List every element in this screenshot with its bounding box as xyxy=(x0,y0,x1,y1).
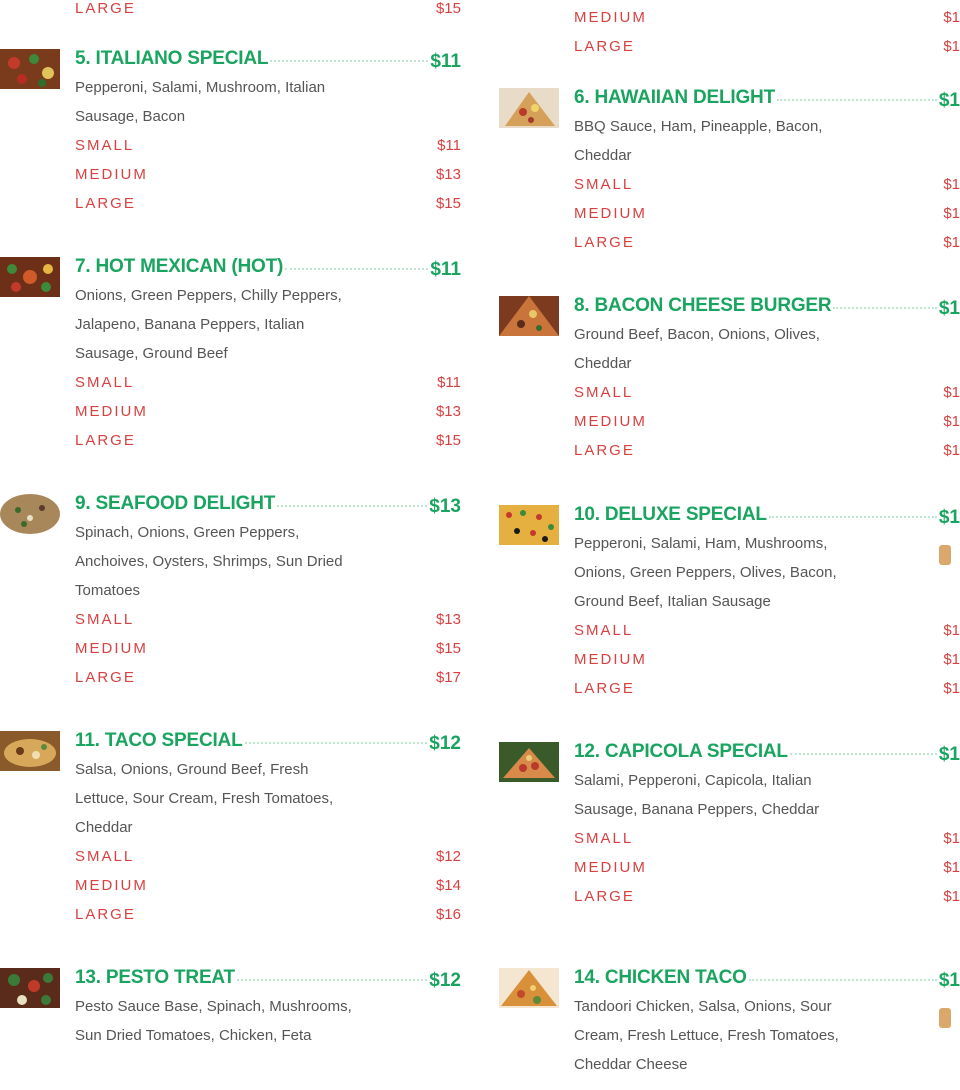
size-row xyxy=(574,645,960,674)
size-label: LARGE xyxy=(574,234,635,251)
size-label: LARGE xyxy=(75,432,136,449)
item-title-row xyxy=(574,960,960,990)
dotted-leader xyxy=(769,516,937,518)
dotted-leader xyxy=(270,60,428,62)
size-label: LARGE xyxy=(75,195,136,212)
size-price: $1 xyxy=(943,384,960,401)
size-row xyxy=(75,634,461,663)
item-description: Onions, Green Peppers, Chilly Peppers, Jalapeno, Banana Peppers, Italian Sausage, Ground Beef xyxy=(75,287,342,362)
item-description: Salami, Pepperoni, Capicola, Italian Sausage, Banana Peppers, Cheddar xyxy=(574,772,820,818)
item-price: $13 xyxy=(429,496,461,517)
size-price: $15 xyxy=(435,432,461,449)
size-price: $15 xyxy=(435,195,461,212)
size-price: $11 xyxy=(437,137,461,154)
size-price: $14 xyxy=(435,877,461,894)
size-label: MEDIUM xyxy=(574,9,647,26)
item-title: 12. CAPICOLA SPECIAL xyxy=(574,741,788,762)
pizza-thumbnail[interactable] xyxy=(499,968,559,1008)
size-price: $1 xyxy=(943,234,960,251)
size-row xyxy=(75,842,461,871)
size-row xyxy=(574,199,960,228)
size-label: SMALL xyxy=(75,374,135,391)
size-row xyxy=(75,397,461,426)
size-label: LARGE xyxy=(574,888,635,905)
item-description: Ground Beef, Bacon, Onions, Olives, Cheddar xyxy=(574,326,820,372)
size-label: MEDIUM xyxy=(574,205,647,222)
size-label: MEDIUM xyxy=(574,651,647,668)
item-title-row xyxy=(75,249,461,279)
item-title: 11. TACO SPECIAL xyxy=(75,730,243,751)
size-row xyxy=(574,824,960,853)
size-label: SMALL xyxy=(574,622,634,639)
size-price: $15 xyxy=(435,640,461,657)
size-row xyxy=(75,0,461,23)
pizza-thumbnail[interactable] xyxy=(499,505,559,545)
size-row xyxy=(574,378,960,407)
item-title-row xyxy=(75,723,461,753)
item-title: 8. BACON CHEESE BURGER xyxy=(574,295,832,316)
size-label: MEDIUM xyxy=(75,640,148,657)
size-price: $13 xyxy=(435,611,461,628)
size-price: $1 xyxy=(943,442,960,459)
item-price: $1 xyxy=(938,507,960,528)
size-price: $1 xyxy=(943,622,960,639)
size-price: $12 xyxy=(435,848,461,865)
size-price: $17 xyxy=(435,669,461,686)
pizza-thumbnail[interactable] xyxy=(0,968,60,1008)
size-row xyxy=(574,674,960,703)
size-row xyxy=(75,605,461,634)
size-row xyxy=(75,131,461,160)
size-label: LARGE xyxy=(574,38,635,55)
size-row xyxy=(75,871,461,900)
size-row xyxy=(574,170,960,199)
pizza-thumbnail[interactable] xyxy=(0,494,60,534)
pizza-thumbnail[interactable] xyxy=(499,88,559,128)
item-price: $11 xyxy=(430,259,461,280)
size-label: SMALL xyxy=(75,848,135,865)
item-title-row xyxy=(574,80,960,110)
size-row xyxy=(574,228,960,257)
size-price: $1 xyxy=(943,9,960,26)
size-price: $1 xyxy=(943,859,960,876)
dotted-leader xyxy=(237,979,427,981)
item-title: 7. HOT MEXICAN (HOT) xyxy=(75,256,284,277)
size-price: $1 xyxy=(943,38,960,55)
size-label: SMALL xyxy=(574,830,634,847)
size-price: $13 xyxy=(435,166,461,183)
item-title-row xyxy=(75,960,461,990)
size-row xyxy=(574,616,960,645)
item-description: Pepperoni, Salami, Ham, Mushrooms, Onions, Green Peppers, Olives, Bacon, Ground Beef, Italian Sausage xyxy=(574,535,837,610)
size-label: MEDIUM xyxy=(75,403,148,420)
size-row xyxy=(574,853,960,882)
dotted-leader xyxy=(245,742,428,744)
size-label: LARGE xyxy=(75,0,136,17)
size-price: $11 xyxy=(437,374,461,391)
item-title-row xyxy=(75,486,461,516)
dotted-leader xyxy=(777,99,937,101)
item-title: 10. DELUXE SPECIAL xyxy=(574,504,767,525)
item-description: Tandoori Chicken, Salsa, Onions, Sour Cream, Fresh Lettuce, Fresh Tomatoes, Cheddar Cheese xyxy=(574,998,839,1073)
size-label: LARGE xyxy=(75,669,136,686)
item-price: $1 xyxy=(938,970,960,991)
item-price: $1 xyxy=(938,90,960,111)
size-price: $1 xyxy=(943,176,960,193)
item-price: $11 xyxy=(430,51,461,72)
size-row xyxy=(75,900,461,929)
size-label: SMALL xyxy=(574,176,634,193)
size-row xyxy=(574,32,960,61)
item-price: $12 xyxy=(429,733,461,754)
size-price: $15 xyxy=(435,0,461,17)
size-price: $1 xyxy=(943,651,960,668)
size-label: MEDIUM xyxy=(574,859,647,876)
size-row xyxy=(75,368,461,397)
size-label: SMALL xyxy=(75,611,135,628)
item-title-row xyxy=(574,497,960,527)
size-label: SMALL xyxy=(75,137,135,154)
pizza-thumbnail[interactable] xyxy=(0,257,60,297)
size-row xyxy=(574,436,960,465)
item-description: Pesto Sauce Base, Spinach, Mushrooms, Sun Dried Tomatoes, Chicken, Feta xyxy=(75,998,352,1044)
item-title-row xyxy=(574,288,960,318)
item-title: 13. PESTO TREAT xyxy=(75,967,235,988)
dotted-leader xyxy=(277,505,427,507)
size-label: LARGE xyxy=(574,442,635,459)
size-price: $1 xyxy=(943,888,960,905)
size-row xyxy=(574,407,960,436)
pizza-thumbnail[interactable] xyxy=(0,731,60,771)
item-description: Pepperoni, Salami, Mushroom, Italian Sausage, Bacon xyxy=(75,79,326,125)
dotted-leader xyxy=(749,979,937,981)
size-label: MEDIUM xyxy=(574,413,647,430)
pizza-thumbnail[interactable] xyxy=(499,742,559,782)
item-title-row xyxy=(574,734,960,764)
item-price: $12 xyxy=(429,970,461,991)
item-title: 6. HAWAIIAN DELIGHT xyxy=(574,87,775,108)
size-label: SMALL xyxy=(574,384,634,401)
item-title: 14. CHICKEN TACO xyxy=(574,967,747,988)
item-price: $1 xyxy=(938,298,960,319)
dotted-leader xyxy=(285,268,428,270)
size-label: LARGE xyxy=(574,680,635,697)
size-row xyxy=(75,189,461,218)
pizza-thumbnail[interactable] xyxy=(0,49,60,89)
size-row xyxy=(574,3,960,32)
size-price: $1 xyxy=(943,413,960,430)
item-description: Salsa, Onions, Ground Beef, Fresh Lettuce, Sour Cream, Fresh Tomatoes, Cheddar xyxy=(75,761,334,836)
size-price: $1 xyxy=(943,680,960,697)
pizza-thumbnail[interactable] xyxy=(499,296,559,336)
dotted-leader xyxy=(833,307,936,309)
tag-badge xyxy=(939,545,951,565)
size-row xyxy=(75,663,461,692)
dotted-leader xyxy=(790,753,937,755)
size-label: MEDIUM xyxy=(75,166,148,183)
size-price: $16 xyxy=(435,906,461,923)
size-label: MEDIUM xyxy=(75,877,148,894)
item-title-row xyxy=(75,41,461,71)
size-row xyxy=(75,426,461,455)
item-title: 9. SEAFOOD DELIGHT xyxy=(75,493,276,514)
item-price: $1 xyxy=(938,744,960,765)
size-price: $1 xyxy=(943,830,960,847)
tag-badge xyxy=(939,1008,951,1028)
size-row xyxy=(75,160,461,189)
size-row xyxy=(574,882,960,911)
item-description: Spinach, Onions, Green Peppers, Anchoives, Oysters, Shrimps, Sun Dried Tomatoes xyxy=(75,524,343,599)
size-price: $1 xyxy=(943,205,960,222)
item-title: 5. ITALIANO SPECIAL xyxy=(75,48,269,69)
size-price: $13 xyxy=(435,403,461,420)
item-description: BBQ Sauce, Ham, Pineapple, Bacon, Cheddar xyxy=(574,118,823,164)
size-label: LARGE xyxy=(75,906,136,923)
